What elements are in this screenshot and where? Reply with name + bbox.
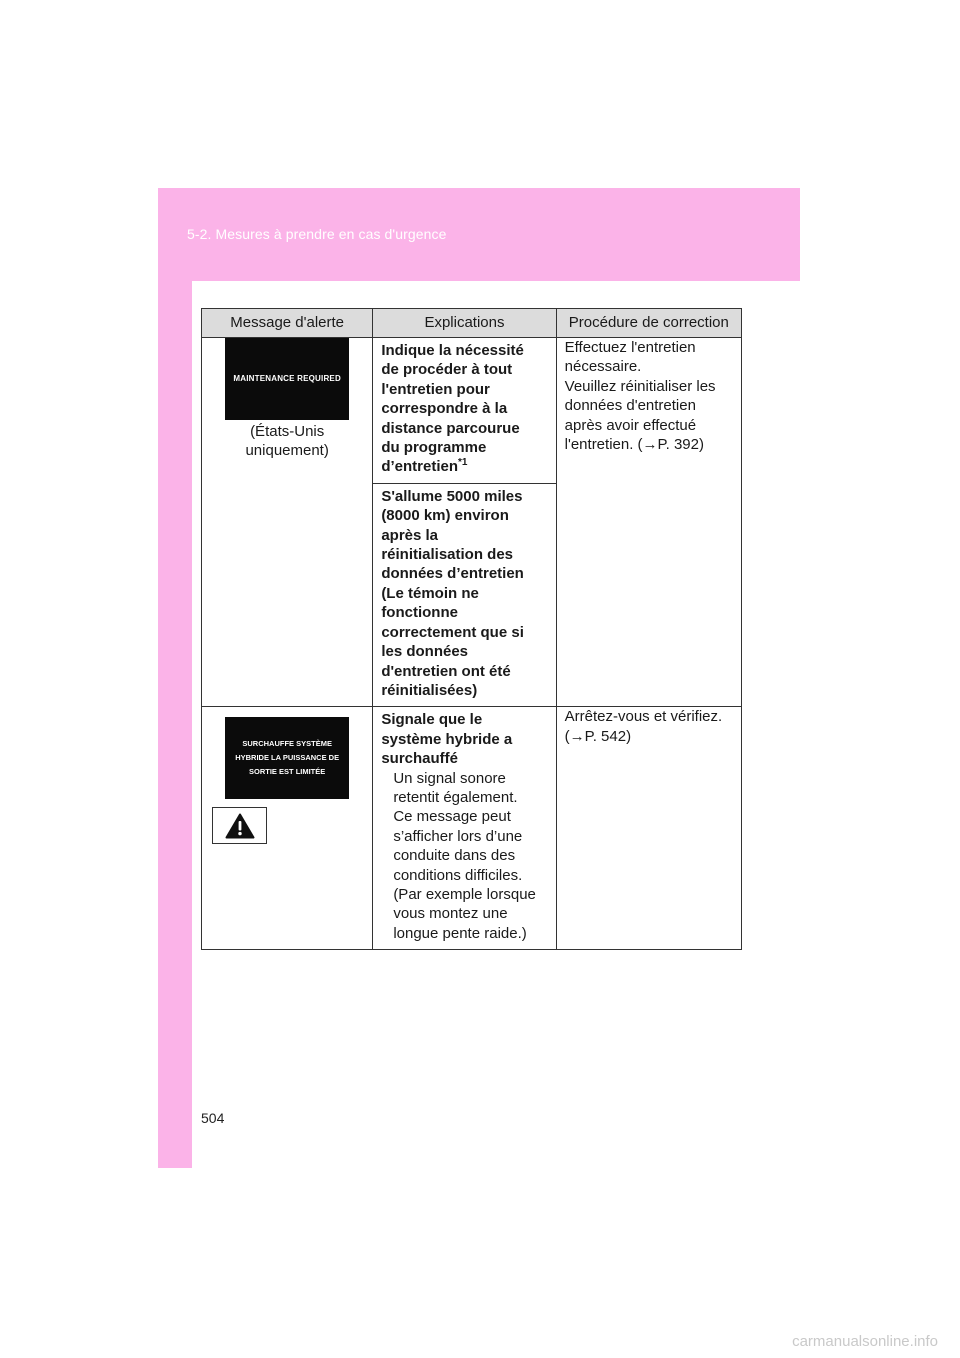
- text-line: données d'entretien: [564, 397, 696, 415]
- text-line: S'allume 5000 miles: [381, 487, 523, 505]
- table-header-row: [202, 309, 742, 338]
- screen-text: SORTIE EST LIMITÉE: [249, 767, 326, 777]
- text-line: données d’entretien: [381, 565, 524, 583]
- page-number: 504: [201, 1110, 225, 1126]
- text-line: les données: [381, 643, 469, 661]
- explanation-cell: [373, 707, 556, 950]
- text-line: d'entretien ont été: [381, 662, 511, 680]
- screen-text: SURCHAUFFE SYSTÈME: [242, 739, 332, 749]
- text-line: Ce message peut: [393, 808, 511, 826]
- text-line: correspondre à la: [381, 400, 508, 418]
- warning-indicator: [212, 807, 267, 844]
- maintenance-required-screen: [225, 338, 349, 420]
- text-line: réinitialisation des: [381, 546, 514, 564]
- region-caption: [202, 422, 372, 461]
- text-line: l'entretien pour: [381, 380, 490, 398]
- screen-text: MAINTENANCE REQUIRED: [233, 374, 341, 384]
- text-line: vous montez une: [393, 905, 508, 923]
- text-line: conditions difficiles.: [393, 866, 523, 884]
- explanation-cell: [373, 338, 556, 484]
- footnote-marker: *1: [458, 457, 468, 469]
- text-line: retentit également.: [393, 788, 518, 806]
- text-line: (Le témoin ne: [381, 584, 479, 602]
- text-line: nécessaire.: [564, 358, 642, 376]
- column-header: Procédure de correction: [556, 309, 741, 338]
- table-row: [202, 338, 742, 484]
- alert-message-cell: [202, 707, 373, 950]
- watermark: carmanualsonline.info: [792, 1333, 938, 1350]
- text-line: s’afficher lors d’une: [393, 827, 523, 845]
- caption-line: uniquement): [245, 442, 329, 460]
- section-title: 5-2. Mesures à prendre en cas d'urgence: [187, 226, 447, 242]
- caption-line: (États-Unis: [250, 423, 325, 440]
- text-span: d’entretien: [381, 458, 458, 476]
- text-line: correctement que si: [381, 623, 524, 641]
- text-line: après avoir effectué: [564, 416, 697, 434]
- warning-triangle-icon: [225, 813, 255, 839]
- text-line: système hybride a: [381, 730, 513, 748]
- text-line: Indique la nécessité: [381, 342, 524, 359]
- procedure-cell: [556, 338, 741, 707]
- text-line: Effectuez l'entretien: [564, 339, 696, 356]
- text-line: Un signal sonore: [393, 769, 506, 787]
- text-line: distance parcourue: [381, 419, 520, 437]
- text-line: fonctionne: [381, 604, 458, 622]
- text-line: l'entretien. (→P. 392): [564, 436, 704, 454]
- text-line: du programme: [381, 439, 487, 457]
- text-line: Veuillez réinitialiser les: [564, 377, 716, 395]
- text-line: conduite dans des: [393, 847, 516, 865]
- text-line: (8000 km) environ: [381, 507, 509, 525]
- text-line: surchauffé: [381, 750, 458, 768]
- text-line: après la: [381, 526, 439, 544]
- text-line: (Par exemple lorsque: [393, 885, 536, 903]
- text-line: [381, 457, 548, 476]
- text-line: réinitialisées): [381, 681, 478, 699]
- procedure-cell: [556, 707, 741, 950]
- section-header-band: [158, 188, 800, 281]
- column-header: Explications: [373, 309, 556, 338]
- table-row: [202, 707, 742, 950]
- column-header: Message d'alerte: [202, 309, 373, 338]
- alert-messages-table: [201, 308, 742, 950]
- text-line: (→P. 542): [564, 727, 632, 745]
- text-line: longue pente raide.): [393, 924, 527, 942]
- text-line: Signale que le: [381, 711, 483, 729]
- screen-text: HYBRIDE LA PUISSANCE DE: [235, 753, 340, 763]
- text-line: de procéder à tout: [381, 361, 513, 379]
- explanation-cell: [373, 483, 556, 706]
- alert-message-cell: [202, 338, 373, 707]
- hybrid-overheat-screen: [225, 717, 349, 799]
- text-line: Arrêtez-vous et vérifiez.: [564, 708, 723, 726]
- side-strip: [158, 281, 192, 1168]
